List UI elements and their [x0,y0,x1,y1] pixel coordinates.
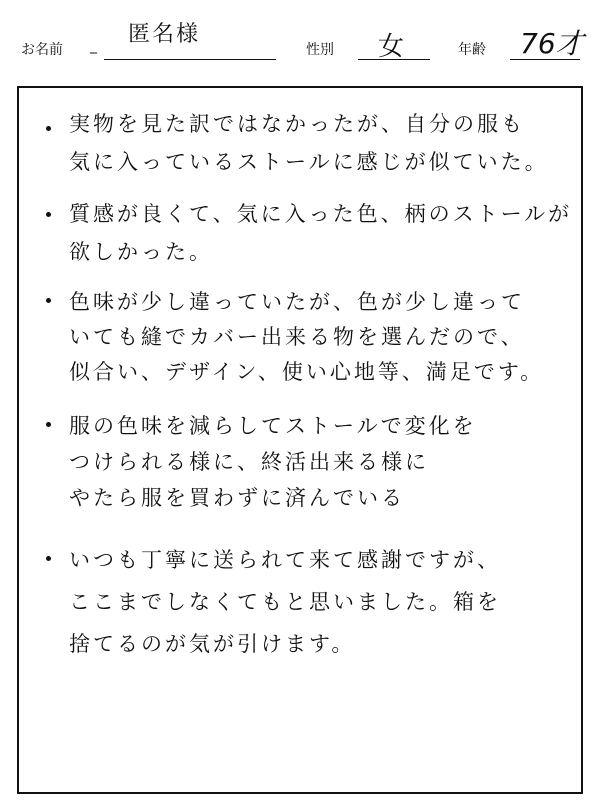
comment-line: 色味が少し違っていたが、色が少し違って [69,290,525,314]
comment-line: 実物を見た訳ではなかったが、自分の服も [69,112,525,136]
age-underline [510,59,580,60]
comment-box [17,86,583,794]
comment-line: 気に入っているストールに感じが似ていた。 [69,150,549,174]
bullet-dot [46,298,51,303]
bullet-dot [46,422,51,427]
bullet-dot [46,126,51,131]
age-label: 年齢 [458,42,486,58]
bullet-dot [46,212,51,217]
comment-line: いつも丁寧に送られて来て感謝ですが、 [69,548,501,572]
comment-line: 服の色味を減らしてストールで変化を [69,414,477,438]
age-value: 76才 [520,27,584,60]
comment-line: ここまでしなくてもと思いました。箱を [69,590,501,614]
comment-line: やたら服を買わずに済んでいる [69,486,405,510]
comment-line: 質感が良くて、気に入った色、柄のストールが [69,202,573,226]
comment-line: いても縫でカバー出来る物を選んだので、 [69,325,525,349]
name-value: 匿名様 [128,22,201,47]
comment-line: つけられる様に、終活出来る様に [69,450,429,474]
comment-line: 捨てるのが気が引けます。 [69,632,356,656]
form-header [0,0,600,80]
comment-line: 似合い、デザイン、使い心地等、満足です。 [69,360,545,384]
gender-value: 女 [378,32,405,62]
name-underline [104,59,276,60]
name-dash: _ [90,38,97,54]
name-label: お名前 [21,42,63,58]
bullet-dot [46,556,51,561]
gender-underline [358,59,430,60]
comment-line: 欲しかった。 [69,240,213,264]
gender-label: 性別 [306,42,334,58]
